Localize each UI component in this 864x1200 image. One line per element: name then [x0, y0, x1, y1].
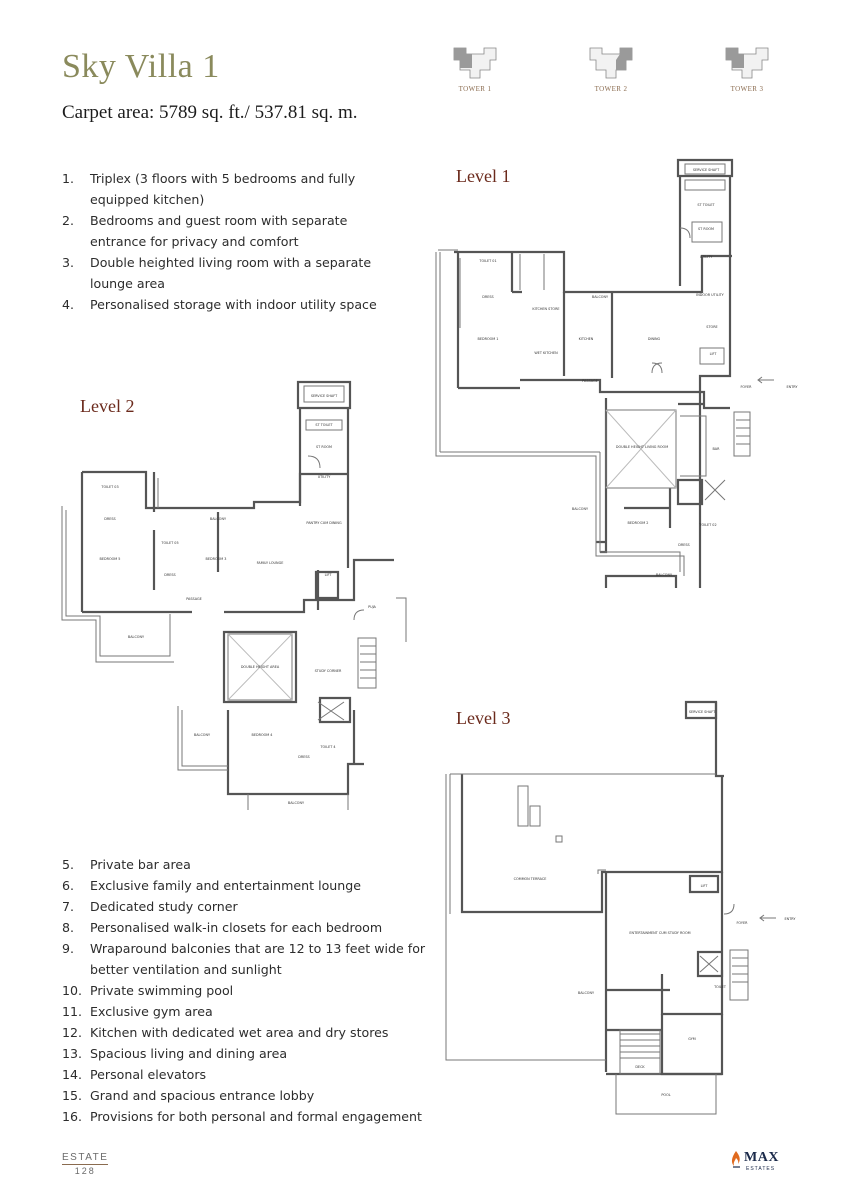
level-2-floor-plan	[58, 380, 418, 810]
room-label: POOL	[661, 1093, 671, 1097]
tower-2-key	[566, 42, 656, 93]
tower-1-label: TOWER 1	[458, 85, 492, 93]
carpet-area: Carpet area: 5789 sq. ft./ 537.81 sq. m.	[62, 102, 358, 123]
list-item: 11. Exclusive gym area	[62, 1004, 213, 1019]
room-label: INDOOR UTILITY	[696, 293, 724, 297]
brand-name: MAX	[744, 1150, 779, 1165]
room-label: GYM	[688, 1037, 696, 1041]
room-label: DOUBLE HEIGHT AREA	[240, 665, 280, 669]
room-label: BALCONY	[209, 517, 227, 521]
page-title: Sky Villa 1	[62, 48, 220, 85]
room-label: BEDROOM 4	[251, 733, 273, 737]
tower-2-label: TOWER 2	[594, 85, 628, 93]
room-label: LIFT	[324, 573, 332, 577]
room-label: BALCONY	[287, 801, 305, 805]
room-label: ST ROOM	[316, 445, 332, 449]
tower-1-key	[430, 42, 520, 93]
max-estates-logo	[730, 1150, 779, 1172]
estate-128-logo	[62, 1152, 108, 1176]
list-item: 5. Private bar area	[62, 857, 191, 872]
room-label: DRESS	[482, 295, 494, 299]
room-label: BALCONY	[577, 991, 595, 995]
room-label: BALCONY	[655, 573, 673, 577]
level-3-heading: Level 3	[456, 708, 511, 728]
room-label: TOILET 02	[699, 523, 717, 527]
room-label: ST TOILET	[697, 203, 715, 207]
level-1-floor-plan	[430, 158, 800, 588]
room-label: STUDY CORNER	[314, 669, 342, 673]
list-item: 9. Wraparound balconies that are 12 to 13 feet wide for better ventilation and sunlight	[62, 941, 426, 977]
room-label: ST TOILET	[315, 423, 333, 427]
list-item: 2. Bedrooms and guest room with separate entrance for privacy and comfort	[62, 213, 348, 249]
room-label: BEDROOM 1	[477, 337, 499, 341]
room-label: ENTRY	[786, 385, 798, 389]
room-label: BEDROOM 3	[205, 557, 227, 561]
list-item: 13. Spacious living and dining area	[62, 1046, 288, 1061]
room-label: TOILET	[714, 985, 726, 989]
room-label: PUJA	[368, 605, 376, 609]
room-label: ENTRY	[784, 917, 796, 921]
room-label: BEDROOM 5	[99, 557, 121, 561]
list-item: 12. Kitchen with dedicated wet area and dry stores	[62, 1025, 389, 1040]
room-label: DINING	[647, 337, 661, 341]
room-label: TOILET 05	[161, 541, 179, 545]
room-label: SERVICE SHAFT	[688, 710, 716, 714]
room-label: LIFT	[709, 352, 717, 356]
room-label: UTILITY	[317, 475, 331, 479]
features-list-bottom	[62, 854, 452, 1127]
room-label: DOUBLE HEIGHT LIVING ROOM	[615, 445, 669, 449]
room-label: FAMILY LOUNGE	[256, 561, 284, 565]
tower-2-keyplan-icon	[580, 42, 642, 82]
features-list-top	[62, 168, 407, 315]
room-label: DRESS	[164, 573, 176, 577]
room-label: BALCONY	[193, 733, 211, 737]
list-item: 8. Personalised walk-in closets for each bedroom	[62, 920, 383, 935]
room-label: FOYER	[740, 385, 752, 389]
level-3-floor-plan	[430, 690, 800, 1130]
room-label: DRESS	[104, 517, 116, 521]
list-item: 14. Personal elevators	[62, 1067, 207, 1082]
list-item: 3. Double heighted living room with a separate lounge area	[62, 255, 372, 291]
room-label: DECK	[635, 1065, 645, 1069]
brand-subtitle: ESTATES	[746, 1166, 776, 1172]
list-item: 1. Triplex (3 floors with 5 bedrooms and fully equipped kitchen)	[62, 171, 356, 207]
level-2-heading: Level 2	[80, 396, 135, 416]
list-item: 6. Exclusive family and entertainment lounge	[62, 878, 362, 893]
room-label: ST ROOM	[698, 227, 714, 231]
room-label: PASSAGE	[582, 379, 598, 383]
flame-icon	[730, 1150, 742, 1168]
room-label: ENTERTAINMENT CUM STUDY ROOM	[629, 931, 691, 935]
list-item: 15. Grand and spacious entrance lobby	[62, 1088, 315, 1103]
room-label: BALCONY	[127, 635, 145, 639]
estate-logo-number: 128	[62, 1164, 108, 1176]
room-label: SERVICE SHAFT	[310, 394, 338, 398]
level-1-heading: Level 1	[456, 166, 511, 186]
list-item: 7. Dedicated study corner	[62, 899, 238, 914]
list-item: 4. Personalised storage with indoor utility space	[62, 297, 377, 312]
room-label: FOYER	[736, 921, 748, 925]
tower-3-key	[702, 42, 792, 93]
room-label: BALCONY	[571, 507, 589, 511]
room-label: SERVICE SHAFT	[692, 168, 720, 172]
list-item: 16. Provisions for both personal and formal engagement	[62, 1109, 422, 1124]
tower-key-plans	[430, 42, 800, 106]
room-label: DRESS	[678, 543, 690, 547]
room-label: TOILET 03	[101, 485, 119, 489]
room-label: UTILITY	[699, 255, 713, 259]
room-label: WET KITCHEN	[534, 351, 558, 355]
tower-3-label: TOWER 3	[730, 85, 764, 93]
estate-logo-text: ESTATE	[62, 1152, 109, 1163]
tower-3-keyplan-icon	[716, 42, 778, 82]
room-label: BALCONY	[591, 295, 609, 299]
room-label: STORE	[706, 325, 718, 329]
room-label: PASSAGE	[186, 597, 202, 601]
list-item: 10. Private swimming pool	[62, 983, 234, 998]
room-label: KITCHEN STORE	[532, 307, 560, 311]
room-label: PANTRY CUM DINING	[306, 521, 342, 525]
room-label: LIFT	[700, 884, 708, 888]
room-label: DRESS	[298, 755, 310, 759]
tower-1-keyplan-icon	[444, 42, 506, 82]
room-label: TOILET 4	[320, 745, 336, 749]
room-label: BEDROOM 2	[627, 521, 649, 525]
room-label: COMMON TERRACE	[513, 877, 547, 881]
room-label: TOILET 01	[479, 259, 497, 263]
room-label: BAR	[712, 447, 720, 451]
room-label: KITCHEN	[578, 337, 594, 341]
